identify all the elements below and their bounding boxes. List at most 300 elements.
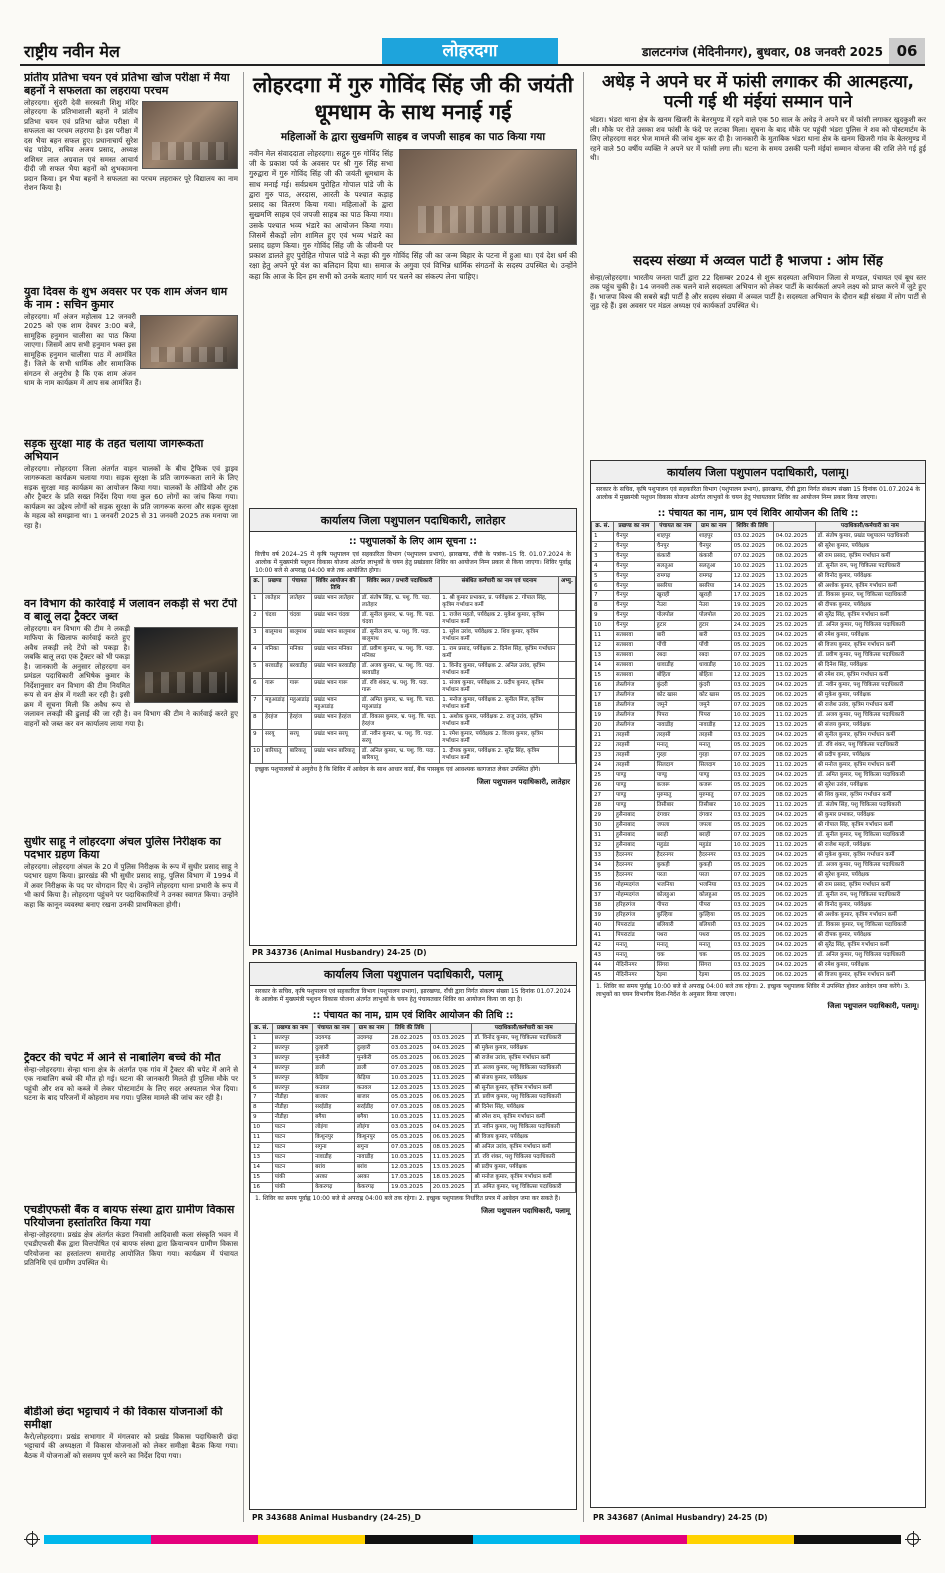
- table-cell: 17.03.2025: [389, 1173, 431, 1183]
- table-cell: 11.02.2025: [773, 841, 815, 851]
- table-cell: 07.02.2025: [731, 551, 773, 561]
- table-cell: 20.02.2025: [731, 611, 773, 621]
- table-header-cell: पंचायत का नाम: [313, 1023, 355, 1033]
- table-row: [592, 851, 925, 861]
- table-cell: श्री कुमार प्रभाकर, पर्यवेक्षक: [815, 811, 924, 821]
- table-cell: 6: [251, 679, 263, 696]
- notice-footer: 1. शिविर का समय पूर्वाह्न 10:00 बजे से अपराह्न 04:00 बजे तक रहेगा। 2. इच्छुक पशुपालक निर्धारित प्रपत्र में आवेदन जमा कर सकते हैं।: [255, 1195, 561, 1203]
- table-cell: जपला: [696, 821, 731, 831]
- table-cell: 19.03.2025: [389, 1183, 431, 1193]
- table-cell: चैनपुर: [613, 611, 654, 621]
- table-cell: डॉ. संतोष कुमार, प्रखंड पशुपालन पदाधिकारी: [815, 531, 924, 541]
- table-cell: मनिका: [287, 645, 311, 662]
- table-cell: 08.02.2025: [773, 831, 815, 841]
- table-cell: 04.02.2025: [773, 881, 815, 891]
- table-header-cell: प्रखण्ड: [263, 577, 287, 594]
- table-row: [592, 651, 925, 661]
- table-cell: 6: [251, 1083, 273, 1093]
- table-row: [251, 696, 576, 713]
- paper-name: राष्ट्रीय नवीन मेल: [24, 42, 120, 61]
- table-cell: 1. मनोज कुमार, पर्यवेक्षक 2. सुनील मिंज, कृत्रिम गर्भाधान कर्मी: [440, 696, 559, 713]
- table-cell: हैदरनगर: [654, 851, 696, 861]
- table-cell: हुसैनाबाद: [613, 811, 654, 821]
- table-cell: 13.03.2025: [430, 1163, 472, 1173]
- table-cell: तरहसी: [613, 761, 654, 771]
- table-cell: 07.03.2025: [389, 1143, 431, 1153]
- table-cell: श्री संजय कुमार, पर्यवेक्षक: [472, 1073, 576, 1083]
- story-sudhir-sahu: [24, 836, 238, 1050]
- table-cell: 04.03.2025: [430, 1123, 472, 1133]
- table-cell: श्री मनोज कुमार, कृत्रिम गर्भाधान कर्मी: [472, 1173, 576, 1183]
- table-cell: चैनपुर: [613, 541, 654, 551]
- notice-signature: जिला पशुपालन पदाधिकारी, पलामू।: [827, 1002, 919, 1011]
- table-cell: शाहपुर: [696, 531, 731, 541]
- table-cell: बगैया: [313, 1113, 355, 1123]
- table-cell: महुआडांड़: [263, 696, 287, 713]
- table-cell: चैनपुर: [613, 551, 654, 561]
- table-cell: हैदरनगर: [613, 871, 654, 881]
- table-cell: 17: [592, 691, 614, 701]
- table-cell: कुल्हिया: [654, 910, 696, 920]
- table-cell: रामगढ़: [696, 571, 731, 581]
- table-cell: पाण्डु: [613, 781, 654, 791]
- table-cell: चैनपुर: [613, 531, 654, 541]
- table-row: [251, 1053, 576, 1063]
- table-cell: चैनपुर: [613, 561, 654, 571]
- tractor-night-photo: [134, 627, 238, 703]
- table-cell: केकरगढ़: [313, 1183, 355, 1193]
- table-row: [251, 1113, 576, 1123]
- column-rule: [583, 72, 584, 1522]
- table-row: [592, 881, 925, 891]
- table-cell: छतरपुर: [272, 1033, 312, 1043]
- table-cell: महुआडांड़: [287, 696, 311, 713]
- color-swatch: [151, 1535, 258, 1544]
- table-cell: बारी: [696, 631, 731, 641]
- table-cell: 44: [592, 960, 614, 970]
- table-cell: डॉ. अनिल कुमार, पशु चिकित्सा पदाधिकारी: [815, 950, 924, 960]
- table-cell: 1. राजेश महतो, पर्यवेक्षक 2. मुकेश कुमार, कृत्रिम गर्भाधान कर्मी: [440, 611, 559, 628]
- table-cell: हुसैनाबाद: [613, 821, 654, 831]
- table-cell: नावाडीह: [696, 721, 731, 731]
- story-headline: युवा दिवस के शुभ अवसर पर एक शाम अंजन धाम के नाम : सचिन कुमार: [24, 286, 228, 311]
- table-header-cell: पदाधिकारी/कर्मचारी का नाम: [815, 521, 924, 531]
- story-body: भंडरा। भंडरा थाना क्षेत्र के खनम खिजरी के बेतरमुण्ड में रहने वाले एक 50 साल के अधेड़ ने अपने घर में फांसी लगाकर खुदकुशी कर ली। मौके पर रोते उसका शव फांसी के फंदे पर लटका मिला। सूचना के बाद मौके पर पहुंची भंडरा पुलिस ने शव को पोस्टमार्टम के लिए लोहरदगा सदर भेज मामले की जांच शुरू कर दी है। जानकारी के मुताबिक भंडरा थाना क्षेत्र के खनम खिजरी गांव के बेतरमुण्ड में रहने वाले 50 वर्षीय व्यक्ति ने अपने घर में फांसी लगा ली। घटना के समय उसकी पत्नी मंईयां सम्मान योजना की राशि लेने गई हुई थी।: [590, 115, 926, 163]
- table-cell: डॉ. अमित कुमार, भ्र. पशु. चि. पदा. महुआडांड़: [359, 696, 439, 713]
- table-cell: श्री गोपाल सिंह, कृत्रिम गर्भाधान कर्मी: [815, 821, 924, 831]
- table-cell: 08.02.2025: [773, 871, 815, 881]
- table-cell: लेस्लीगंज: [613, 711, 654, 721]
- table-cell: बारियातू: [263, 747, 287, 764]
- table-cell: 05.03.2025: [389, 1093, 431, 1103]
- table-cell: रेड़मा: [696, 970, 731, 980]
- table-cell: श्री दीपक कुमार, पर्यवेक्षक: [815, 930, 924, 940]
- table-row: [592, 601, 925, 611]
- table-cell: श्री सुनील कुमार, कृत्रिम गर्भाधान कर्मी: [815, 731, 924, 741]
- table-cell: 5: [251, 1073, 273, 1083]
- table-cell: 08.03.2025: [430, 1143, 472, 1153]
- registration-mark-icon: [907, 1533, 919, 1545]
- table-header-cell: [430, 1023, 472, 1033]
- table-cell: सिंगरा: [654, 960, 696, 970]
- table-cell: 42: [592, 940, 614, 950]
- table-cell: गारू: [263, 679, 287, 696]
- table-cell: चैनपुर: [613, 571, 654, 581]
- table-cell: छतरपुर: [272, 1063, 312, 1073]
- table-row: [592, 841, 925, 851]
- table-cell: 39: [592, 910, 614, 920]
- table-cell: श्री राजेश उरांव, कृत्रिम गर्भाधान कर्मी: [815, 701, 924, 711]
- table-cell: लेस्लीगंज: [613, 721, 654, 731]
- table-cell: 03.02.2025: [731, 940, 773, 950]
- table-cell: खुराही: [654, 591, 696, 601]
- table-cell: प्रखंड भवन मनिका: [312, 645, 360, 662]
- table-row: [592, 761, 925, 771]
- table-cell: श्री विजय कुमार, पर्यवेक्षक: [472, 1133, 576, 1143]
- color-swatch: [258, 1535, 365, 1544]
- table-row: [251, 713, 576, 730]
- table-cell: बलियारी: [654, 920, 696, 930]
- table-cell: प्रखंड भवन गारू: [312, 679, 360, 696]
- story-body: लोहरदगा। माँ अंजन महोत्सव 12 जनवरी 2025 को एक शाम देवघर 3:00 बजे, सामूहिक हनुमान चालीसा का पाठ किया जाएगा। जिसमें आप सभी हनुमान भक्त इस सामूहिक हनुमान चालीसा पाठ में आमंत्रित हैं। जिले के सभी धार्मिक और सामाजिक संगठन से अनुरोध है कि एक शाम अंजन धाम के नाम कार्यक्रम में आप सब आमंत्रित हैं।: [24, 311, 142, 388]
- table-cell: श्री मुकेश कुमार, कृत्रिम गर्भाधान कर्मी: [815, 851, 924, 861]
- table-cell: 11.03.2025: [430, 1073, 472, 1083]
- table-cell: श्री विजय कुमार, कृत्रिम गर्भाधान कर्मी: [815, 641, 924, 651]
- table-row: [251, 611, 576, 628]
- pr-number: PR 343687 (Animal Husbandry) 24-25 (D): [593, 1513, 768, 1522]
- table-cell: 10.03.2025: [389, 1113, 431, 1123]
- table-cell: 11: [592, 631, 614, 641]
- table-cell: 06.02.2025: [773, 930, 815, 940]
- table-cell: 2: [592, 541, 614, 551]
- table-cell: 26: [592, 781, 614, 791]
- color-swatch: [687, 1535, 794, 1544]
- table-cell: लेस्लीगंज: [613, 701, 654, 711]
- table-row: [251, 1083, 576, 1093]
- table-cell: सगुना: [354, 1143, 388, 1153]
- table-cell: भजनिया: [654, 881, 696, 891]
- gurudwara-photo: [399, 149, 577, 245]
- table-row: [251, 1163, 576, 1173]
- table-cell: 15.02.2025: [773, 581, 815, 591]
- table-cell: पिपरा: [696, 711, 731, 721]
- table-header-cell: शिविर स्थल / प्रभारी पदाधिकारी: [359, 577, 439, 594]
- table-cell: पाटन: [272, 1163, 312, 1173]
- table-cell: सतबरवा: [613, 631, 654, 641]
- table-cell: बोहिता: [696, 671, 731, 681]
- table-cell: लोइंगा: [354, 1123, 388, 1133]
- table-cell: हेरहंज: [263, 713, 287, 730]
- table-row: [251, 645, 576, 662]
- table-cell: 28: [592, 801, 614, 811]
- table-cell: 05.02.2025: [731, 541, 773, 551]
- table-cell: सरयू: [287, 730, 311, 747]
- table-cell: श्री विजय कुमार, कृत्रिम गर्भाधान कर्मी: [815, 970, 924, 980]
- table-cell: 04.02.2025: [773, 811, 815, 821]
- table-cell: श्री सुरेंद्र सिंह, कृत्रिम गर्भाधान कर्मी: [815, 611, 924, 621]
- table-cell: हैदरनगर: [613, 851, 654, 861]
- table-cell: गुरहा: [696, 751, 731, 761]
- table-cell: 07.02.2025: [731, 751, 773, 761]
- table-cell: भजनिया: [696, 881, 731, 891]
- table-cell: [558, 696, 575, 713]
- table-cell: 21.02.2025: [773, 611, 815, 621]
- table-cell: श्री दीपक कुमार, पर्यवेक्षक: [815, 601, 924, 611]
- registration-mark-icon: [26, 1533, 38, 1545]
- table-cell: बारियातू: [287, 747, 311, 764]
- table-cell: धावाडीह: [654, 661, 696, 671]
- table-cell: कंकारी: [696, 551, 731, 561]
- story-body: कैरो/लोहरदगा। प्रखंड सभागार में मंगलवार को प्रखंड विकास पदाधिकारी छंदा भट्टाचार्य की अध्यक्षता में विकास योजनाओं को लेकर समीक्षा बैठक किया गया। बैठक में योजनाओं को ससमय पूर्ण करने का निर्देश दिया गया।: [24, 1431, 238, 1460]
- table-cell: 10.02.2025: [731, 841, 773, 851]
- table-cell: जमुने: [654, 701, 696, 711]
- table-row: [251, 1153, 576, 1163]
- table-row: [592, 791, 925, 801]
- table-row: [251, 1033, 576, 1043]
- table-cell: 19: [592, 711, 614, 721]
- table-cell: मुरुमातु: [696, 791, 731, 801]
- table-cell: 05.03.2025: [389, 1053, 431, 1063]
- table-cell: प्रखंड भवन लातेहार: [312, 594, 360, 611]
- table-cell: डॉ. प्रवीण कुमार, पशु चिकित्सा पदाधिकारी: [472, 1093, 576, 1103]
- table-cell: श्री प्रदीप कुमार, पर्यवेक्षक: [472, 1163, 576, 1173]
- table-cell: 20.03.2025: [430, 1183, 472, 1193]
- table-row: [592, 631, 925, 641]
- table-cell: रबदा: [696, 651, 731, 661]
- table-cell: 1. विनोद कुमार, पर्यवेक्षक 2. अनिल उरांव, कृत्रिम गर्भाधान कर्मी: [440, 662, 559, 679]
- table-cell: उदयगढ़: [354, 1033, 388, 1043]
- table-cell: 40: [592, 920, 614, 930]
- table-cell: डॉ. अजय कुमार, भ्र. पशु. चि. पदा. बरवाडीह: [359, 662, 439, 679]
- table-row: [592, 611, 925, 621]
- table-cell: 35: [592, 871, 614, 881]
- table-cell: 04.02.2025: [773, 631, 815, 641]
- table-cell: 24: [592, 761, 614, 771]
- table-cell: हुसैनाबाद: [613, 841, 654, 851]
- table-cell: 20.02.2025: [773, 601, 815, 611]
- table-cell: 11.02.2025: [773, 561, 815, 571]
- table-cell: तरहसी: [654, 731, 696, 741]
- page-number: 06: [889, 38, 925, 64]
- table-cell: 18.03.2025: [430, 1173, 472, 1183]
- table-cell: मोहम्मदगंज: [613, 891, 654, 901]
- table-cell: सतबरवा: [613, 641, 654, 651]
- lead-subhead: महिलाओं के द्वारा सुखमणि साहब व जपजी साहब का पाठ किया गया: [280, 130, 546, 143]
- table-row: [251, 1103, 576, 1113]
- table-cell: [558, 594, 575, 611]
- table-header-cell: प्रखण्ड का नाम: [613, 521, 654, 531]
- table-cell: कोट खास: [696, 691, 731, 701]
- story-forest-dept: [24, 598, 238, 834]
- story-anjan-dham: [24, 286, 238, 436]
- table-row: [592, 970, 925, 980]
- table-cell: श्री राजेश उरांव, कृत्रिम गर्भाधान कर्मी: [472, 1053, 576, 1063]
- story-body: सेन्हा-लोहरदगा। सेन्हा थाना क्षेत्र के अंतर्गत एक गांव में ट्रैक्टर की चपेट में आने से एक नाबालिग बच्चे की मौत हो गई। घटना की जानकारी मिलते ही पुलिस मौके पर पहुंची और शव को कब्जे में लेकर पोस्टमार्टम के लिए सदर अस्पताल भेज दिया। घटना के बाद परिजनों में कोहराम मच गया। पुलिस मामले की जांच कर रही है।: [24, 1064, 238, 1103]
- table-cell: बरवाडीह: [287, 662, 311, 679]
- table-cell: 11.02.2025: [773, 711, 815, 721]
- table-cell: नेउरा: [696, 601, 731, 611]
- pr-number: PR 343688 Animal Husbandry (24-25)_D: [252, 1513, 421, 1522]
- table-cell: कजरू: [696, 781, 731, 791]
- table-cell: 6: [592, 581, 614, 591]
- table-cell: 34: [592, 861, 614, 871]
- table-cell: प्रखंड भवन सरयू: [312, 730, 360, 747]
- table-cell: 07.02.2025: [731, 831, 773, 841]
- table-cell: दुल्हारी: [354, 1043, 388, 1053]
- table-row: [592, 871, 925, 881]
- table-cell: 06.02.2025: [773, 781, 815, 791]
- table-cell: 10: [592, 621, 614, 631]
- table-cell: 03.02.2025: [731, 681, 773, 691]
- lead-story: [249, 72, 577, 504]
- table-cell: सलतुआ: [696, 561, 731, 571]
- table-cell: 05.02.2025: [731, 910, 773, 920]
- table-cell: सतबरवा: [613, 651, 654, 661]
- table-cell: 10.02.2025: [731, 801, 773, 811]
- lead-headline: लोहरदगा में गुरु गोविंद सिंह जी की जयंती धूमधाम के साथ मनाई गई: [252, 73, 574, 125]
- table-cell: 38: [592, 901, 614, 911]
- table-cell: श्री राम प्रसाद, कृत्रिम गर्भाधान कर्मी: [815, 551, 924, 561]
- notice-intro: सरकार के सचिव, कृषि पशुपालन एवं सहकारिता विभाग (पशुपालन प्रभाग), झारखण्ड, राँची द्वारा निर्गत संकल्प संख्या 15 दिनांक 01.07.2024 के आलोक में मुख्यमंत्री पशुधन विकास योजना अंतर्गत लाभुकों के चयन हेतु पंचायतवार शिविर का आयोजन निम्न प्रकार किया जाएगा।: [596, 486, 920, 501]
- table-cell: 8: [592, 601, 614, 611]
- notice-office: कार्यालय जिला पशुपालन पदाधिकारी, पलामू।: [591, 461, 925, 484]
- table-cell: श्री रमेश राम, कृत्रिम गर्भाधान कर्मी: [472, 1113, 576, 1123]
- table-cell: 10: [251, 747, 263, 764]
- story-body: लोहरदगा। सुंदरी देवी सरस्वती शिशु मंदिर लोहरदगा के प्रतिभाशाली बहनों ने प्रांतीय प्रतिभा चयन एवं प्रतिभा खोज परीक्षा में सफलता का परचम लहराया है। इस परीक्षा में दस भैया बहन सफल हुए। प्रधानाचार्य सुरेश चंद्र पांडेय, सचिव अजय प्रसाद, अध्यक्ष शशिधर लाल अग्रवाल एवं समस्त आचार्य दीदी जी सफल भैया बहनों को शुभकामना प्रदान किया। इन भैया बहनों ने सफलता का परचम लहराकर पूरे विद्यालय का नाम रोशन किया है।: [24, 97, 238, 193]
- table-cell: बारी: [654, 631, 696, 641]
- table-row: [592, 751, 925, 761]
- table-cell: हैदरनगर: [696, 851, 731, 861]
- table-row: [592, 960, 925, 970]
- table-cell: 13.03.2025: [430, 1083, 472, 1093]
- table-header-cell: [773, 521, 815, 531]
- table-cell: 07.02.2025: [731, 701, 773, 711]
- table-cell: तरहसी: [696, 731, 731, 741]
- table-cell: बराही: [696, 831, 731, 841]
- table-header-cell: संबंधित कर्मचारी का नाम एवं पदनाम: [440, 577, 559, 594]
- table-cell: कउवल: [313, 1083, 355, 1093]
- table-cell: मनिका: [263, 645, 287, 662]
- color-swatch: [365, 1535, 472, 1544]
- table-cell: अरका: [313, 1173, 355, 1183]
- table-cell: 14: [592, 661, 614, 671]
- table-header-cell: प्रखण्ड का नाम: [272, 1023, 312, 1033]
- table-cell: बालूमाथ: [287, 628, 311, 645]
- table-row: [592, 711, 925, 721]
- table-cell: 4: [251, 645, 263, 662]
- table-cell: दंगवार: [654, 811, 696, 821]
- table-cell: श्री रमेश कुमार, पर्यवेक्षक: [815, 631, 924, 641]
- notice-subject: :: पंचायत का नाम, ग्राम एवं शिविर आयोजन की तिथि ::: [657, 507, 859, 519]
- table-cell: 05.02.2025: [731, 970, 773, 980]
- table-cell: 06.03.2025: [430, 1133, 472, 1143]
- table-cell: दंगवार: [696, 811, 731, 821]
- table-row: [592, 741, 925, 751]
- table-cell: 05.02.2025: [731, 861, 773, 871]
- table-cell: 05.02.2025: [731, 691, 773, 701]
- table-cell: मेदिनीनगर: [613, 960, 654, 970]
- table-cell: चक: [696, 950, 731, 960]
- lead-body: नवीन मेल संवाददाता लोहरदगा। सद्गुरु गुरु गोविंद सिंह जी के प्रकाश पर्व के अवसर पर श्री गुरु सिंह सभा गुरुद्वारा में गुरु गोविंद सिंह जी की जयंती धूमधाम के साथ मनाई गई। सर्वप्रथम पुरोहित गोपाल पांडे जी के द्वारा गुरु पाठ, अरदास, आरती के पश्चात कड़ाह प्रसाद का वितरण किया गया। महिलाओं के द्वारा सुखमणि साहब एवं जपजी साहब का पाठ किया गया। उसके पश्चात भव्य भंडारे का आयोजन किया गया। जिसमें सैकड़ों लोग शामिल हुए एवं भव्य भंडारे का प्रसाद ग्रहण किया। गुरु गोविंद सिंह जी के जीवनी पर प्रकाश डालते हुए पुरोहित गोपाल पांडे ने कहा की गुरु गोविंद सिंह जी का जन्म बिहार के पटना में हुआ था। एवं देश धर्म की रक्षा हेतु अपने पूरे वंश का बलिदान दिया था। समाज के अगुवा एवं विभिन्न धार्मिक संगठनों के सदस्य उपस्थित थे। उन्होंने कहा कि आज के दिन हम सभी को उनके बताए मार्ग पर चलने का संकल्प लेना चाहिए।: [249, 148, 577, 281]
- table-cell: कुंदरी: [654, 681, 696, 691]
- table-cell: 9: [251, 730, 263, 747]
- notice-latehar: [249, 508, 577, 946]
- table-cell: 23: [592, 751, 614, 761]
- table-cell: पाण्डु: [613, 771, 654, 781]
- table-cell: 12: [592, 641, 614, 651]
- table-cell: [558, 628, 575, 645]
- table-cell: सलतुआ: [654, 561, 696, 571]
- table-cell: कोट खास: [654, 691, 696, 701]
- notice-office: कार्यालय जिला पशुपालन पदाधिकारी, पलामू: [250, 963, 576, 986]
- table-cell: श्री मुकेश कुमार, पर्यवेक्षक: [815, 691, 924, 701]
- table-cell: 16: [592, 681, 614, 691]
- table-cell: श्री शिव कुमार, कृत्रिम गर्भाधान कर्मी: [815, 791, 924, 801]
- table-cell: डॉ. नवीन कुमार, पशु चिकित्सा पदाधिकारी: [815, 681, 924, 691]
- story-headline: बीडीओ छंदा भट्टाचार्य ने की विकास योजनाओं की समीक्षा: [24, 1406, 223, 1431]
- table-cell: लेस्लीगंज: [613, 691, 654, 701]
- table-row: [251, 662, 576, 679]
- table-row: [251, 1043, 576, 1053]
- table-cell: 07.02.2025: [731, 871, 773, 881]
- table-cell: श्री सुरेश कुमार, पर्यवेक्षक: [815, 541, 924, 551]
- table-cell: 12.02.2025: [731, 571, 773, 581]
- table-cell: 03.02.2025: [731, 731, 773, 741]
- table-cell: [558, 662, 575, 679]
- notice-table: [250, 1023, 576, 1194]
- notice-table: [591, 521, 925, 981]
- table-row: [592, 531, 925, 541]
- table-cell: 08.02.2025: [773, 701, 815, 711]
- table-cell: पिपराटांड: [613, 920, 654, 930]
- table-header-cell: क्र.: [251, 577, 263, 594]
- table-cell: 13.02.2025: [773, 571, 815, 581]
- table-cell: 06.02.2025: [773, 910, 815, 920]
- table-cell: 13: [592, 651, 614, 661]
- table-cell: 25: [592, 771, 614, 781]
- story-headline: सुधीर साहू ने लोहरदगा अंचल पुलिस निरीक्षक का पदभार ग्रहण किया: [24, 836, 221, 861]
- table-cell: रामगढ़: [654, 571, 696, 581]
- table-cell: श्री सुरेश कुमार, पर्यवेक्षक: [815, 871, 924, 881]
- table-cell: चंदवा: [287, 611, 311, 628]
- table-cell: मोहम्मदगंज: [613, 881, 654, 891]
- table-cell: कोलहुआ: [696, 891, 731, 901]
- table-cell: 16: [251, 1183, 273, 1193]
- table-cell: छतरपुर: [272, 1053, 312, 1063]
- table-cell: 12.03.2025: [389, 1083, 431, 1093]
- table-cell: डॉ. नवीन कुमार, पशु चिकित्सा पदाधिकारी: [472, 1123, 576, 1133]
- table-row: [251, 1133, 576, 1143]
- table-cell: 30: [592, 821, 614, 831]
- table-cell: पाटन: [272, 1143, 312, 1153]
- table-cell: नावाडीह: [654, 721, 696, 731]
- table-cell: पाण्डु: [696, 771, 731, 781]
- table-cell: बाजार: [313, 1093, 355, 1103]
- table-cell: डॉ. सुनील कुमार, भ्र. पशु. चि. पदा. चंदवा: [359, 611, 439, 628]
- story-tractor-accident: [24, 1052, 238, 1202]
- table-cell: बसरिया: [696, 581, 731, 591]
- table-cell: 1: [251, 594, 263, 611]
- table-cell: कंकारी: [654, 551, 696, 561]
- table-row: [251, 1143, 576, 1153]
- story-hdfc-baif: [24, 1204, 238, 1404]
- table-cell: बगैया: [354, 1113, 388, 1123]
- table-cell: पाण्डु: [613, 791, 654, 801]
- table-header-cell: पदाधिकारी/कर्मचारी का नाम: [472, 1023, 576, 1033]
- table-cell: 03.03.2025: [430, 1033, 472, 1043]
- table-cell: 11: [251, 1133, 273, 1143]
- table-cell: 06.02.2025: [773, 970, 815, 980]
